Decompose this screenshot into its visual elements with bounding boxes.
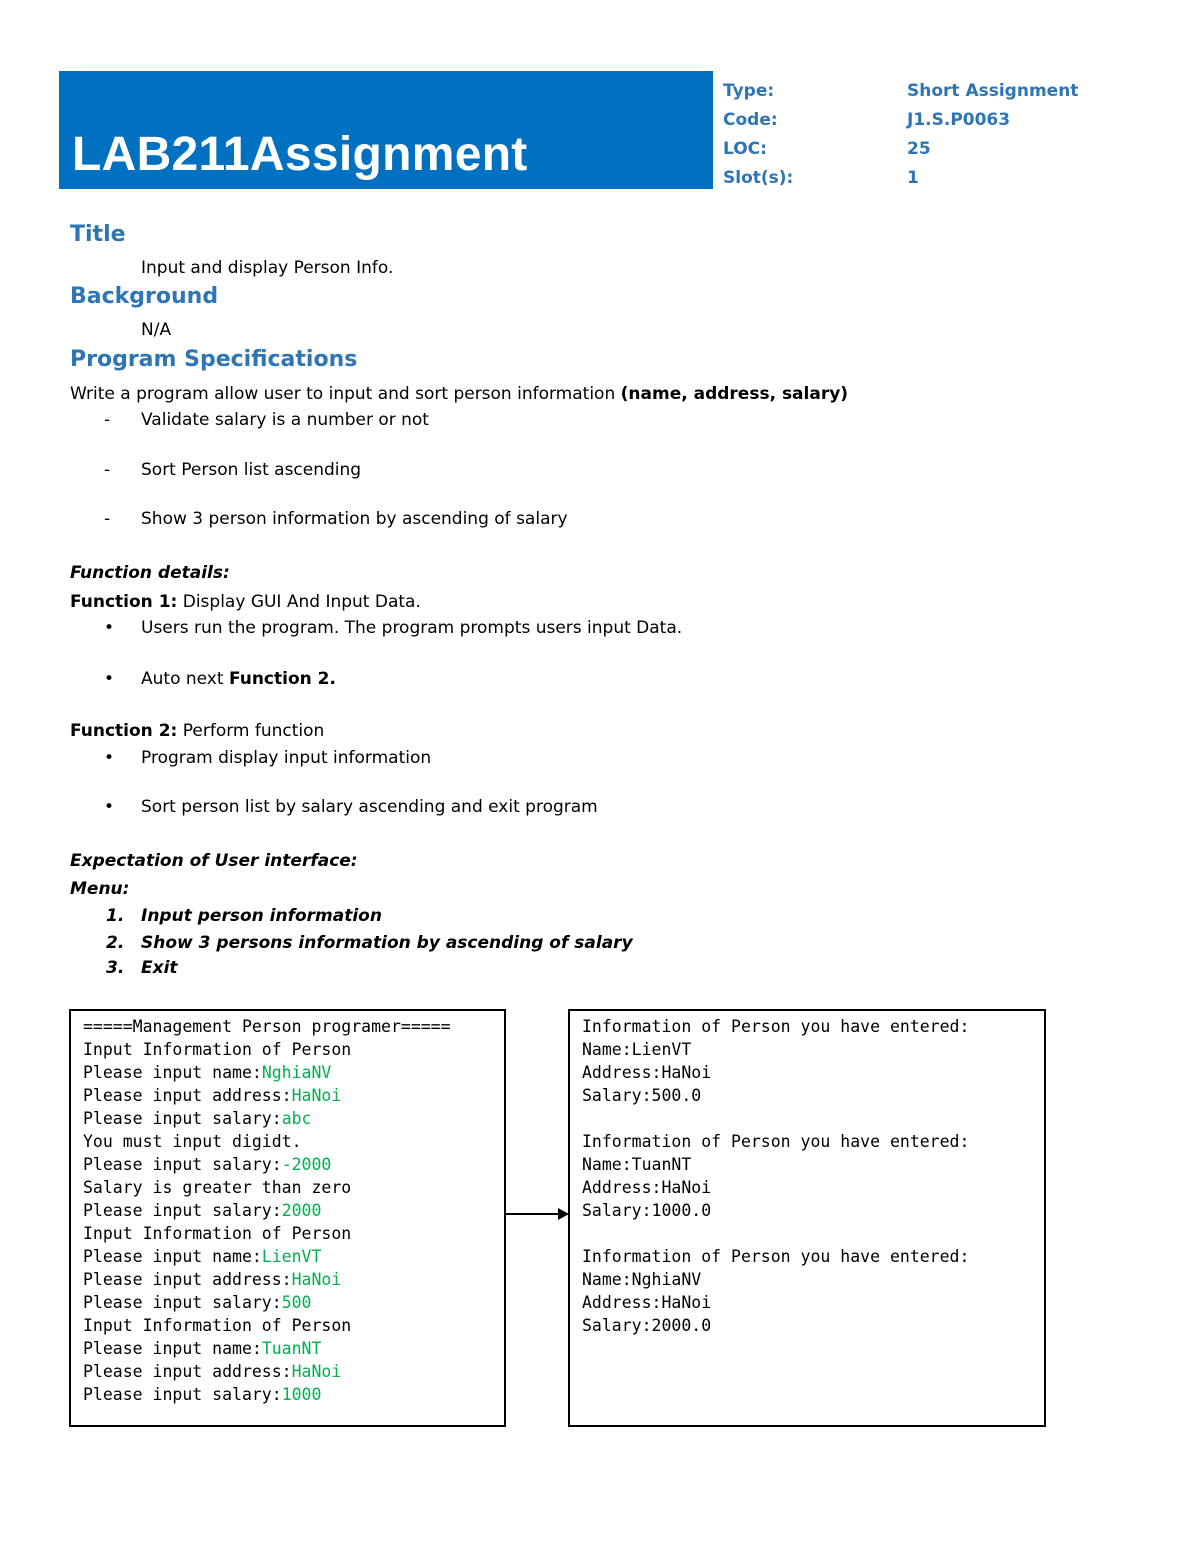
spec-intro (70, 384, 848, 404)
console-output-line: Information of Person you have entered: (582, 1132, 970, 1151)
console-line (83, 1268, 451, 1291)
menu-item-text: Exit (141, 958, 178, 978)
console-prompt-text: Please input address: (83, 1086, 292, 1105)
document-title: LAB211Assignment (72, 128, 528, 181)
console-user-input: NghiaNV (261, 1063, 332, 1082)
menu-item-text: Input person information (141, 906, 382, 926)
function-1-label: Function 1: (70, 592, 178, 612)
console-prompt-text: Please input name: (83, 1339, 262, 1358)
spec-heading: Program Specifications (70, 347, 358, 372)
console-line (83, 1383, 451, 1406)
console-prompt-text: Please input salary: (83, 1201, 282, 1220)
console-line (83, 1337, 451, 1360)
console-prompt-text: Salary is greater than zero (83, 1178, 352, 1197)
console-prompt-text: Please input address: (83, 1362, 292, 1381)
bullet-marker: • (104, 797, 115, 817)
console-line (83, 1222, 451, 1245)
console-output-line: Address:HaNoi (582, 1063, 712, 1082)
console-user-input: HaNoi (291, 1270, 342, 1289)
console-prompt-text: =====Management Person programer===== (83, 1017, 451, 1036)
menu-item-number: 2. (106, 933, 125, 953)
console-output-line: Salary:2000.0 (582, 1316, 712, 1335)
console-prompt-text: Input Information of Person (83, 1316, 352, 1335)
menu-item-number: 3. (106, 958, 125, 978)
dash-marker: - (104, 410, 111, 430)
meta-key: Code: (723, 109, 778, 130)
console-line (83, 1291, 451, 1314)
console-output-line: Salary:500.0 (582, 1086, 702, 1105)
console-user-input: TuanNT (261, 1339, 322, 1358)
console-output-line (582, 1107, 969, 1130)
console-output-line: Name:LienVT (582, 1040, 692, 1059)
assignment-meta (723, 76, 1078, 192)
console-line (83, 1015, 451, 1038)
console-output-line: Address:HaNoi (582, 1178, 712, 1197)
meta-value: 25 (907, 138, 931, 159)
console-output-line: Name:TuanNT (582, 1155, 692, 1174)
dash-marker: - (104, 460, 111, 480)
console-line (83, 1061, 451, 1084)
console-prompt-text: Please input salary: (83, 1109, 282, 1128)
console-input-lines (83, 1015, 451, 1406)
console-output-line: Information of Person you have entered: (582, 1247, 970, 1266)
function-1-item: Users run the program. The program prompts users input Data. (141, 618, 683, 638)
spec-item: Validate salary is a number or not (141, 410, 429, 430)
console-output-line (582, 1222, 969, 1245)
bullet-marker: • (104, 669, 115, 689)
console-line (83, 1199, 451, 1222)
spec-intro-fields: (name, address, salary) (620, 384, 849, 404)
console-prompt-text: You must input digidt. (83, 1132, 302, 1151)
function-details-heading: Function details: (70, 563, 230, 583)
console-prompt-text: Please input salary: (83, 1293, 282, 1312)
meta-value: J1.S.P0063 (907, 109, 1011, 130)
console-line (83, 1314, 451, 1337)
function-2-item: Program display input information (141, 748, 432, 768)
console-line (83, 1038, 451, 1061)
menu-item-text: Show 3 persons information by ascending of salary (141, 933, 633, 953)
dash-marker: - (104, 509, 111, 529)
console-user-input: 2000 (281, 1201, 322, 1220)
console-user-input: HaNoi (291, 1362, 342, 1381)
console-prompt-text: Please input name: (83, 1063, 262, 1082)
function-2-item: Sort person list by salary ascending and exit program (141, 797, 598, 817)
console-prompt-text: Please input salary: (83, 1385, 282, 1404)
function-1-auto (141, 669, 336, 689)
meta-row-code (723, 105, 1078, 134)
bullet-marker: • (104, 748, 115, 768)
console-line (83, 1153, 451, 1176)
meta-row-type (723, 76, 1078, 105)
function-2-label: Function 2: (70, 721, 178, 741)
console-line (83, 1084, 451, 1107)
meta-key: Type: (723, 80, 775, 101)
meta-row-slots (723, 163, 1078, 192)
function-1-line (70, 592, 421, 612)
meta-key: LOC: (723, 138, 767, 159)
title-banner (59, 71, 713, 189)
console-input-box (69, 1009, 506, 1427)
bullet-marker: • (104, 618, 115, 638)
title-heading: Title (70, 222, 126, 247)
spec-item: Sort Person list ascending (141, 460, 362, 480)
console-output-line: Information of Person you have entered: (582, 1017, 970, 1036)
console-line (83, 1360, 451, 1383)
console-user-input: abc (281, 1109, 312, 1128)
console-prompt-text: Please input name: (83, 1247, 262, 1266)
console-line (83, 1130, 451, 1153)
function-2-line (70, 721, 324, 741)
console-line (83, 1176, 451, 1199)
function-1-auto-target: Function 2. (228, 669, 336, 689)
console-prompt-text: Input Information of Person (83, 1224, 352, 1243)
console-user-input: LienVT (261, 1247, 322, 1266)
meta-key: Slot(s): (723, 167, 794, 188)
console-output-line: Name:NghiaNV (582, 1270, 702, 1289)
function-1-auto-prefix: Auto next (141, 669, 229, 689)
spec-intro-text: Write a program allow user to input and sort person information (70, 384, 621, 404)
console-user-input: HaNoi (291, 1086, 342, 1105)
console-line (83, 1245, 451, 1268)
background-heading: Background (70, 284, 219, 309)
background-text: N/A (141, 320, 172, 340)
meta-value: 1 (907, 167, 919, 188)
console-line (83, 1107, 451, 1130)
meta-value: Short Assignment (907, 80, 1079, 101)
meta-row-loc (723, 134, 1078, 163)
menu-item-number: 1. (106, 906, 125, 926)
function-2-text: Perform function (177, 721, 325, 741)
ui-expectation-heading: Expectation of User interface: (70, 851, 358, 871)
console-output-lines (582, 1015, 969, 1337)
console-user-input: -2000 (281, 1155, 332, 1174)
menu-heading: Menu: (70, 879, 130, 899)
console-prompt-text: Please input address: (83, 1270, 292, 1289)
function-1-text: Display GUI And Input Data. (177, 592, 421, 612)
console-output-box (568, 1009, 1046, 1427)
console-user-input: 500 (281, 1293, 312, 1312)
console-prompt-text: Please input salary: (83, 1155, 282, 1174)
console-user-input: 1000 (281, 1385, 322, 1404)
title-text: Input and display Person Info. (141, 258, 394, 278)
console-output-line: Salary:1000.0 (582, 1201, 712, 1220)
spec-item: Show 3 person information by ascending of salary (141, 509, 568, 529)
console-prompt-text: Input Information of Person (83, 1040, 352, 1059)
console-output-line: Address:HaNoi (582, 1293, 712, 1312)
